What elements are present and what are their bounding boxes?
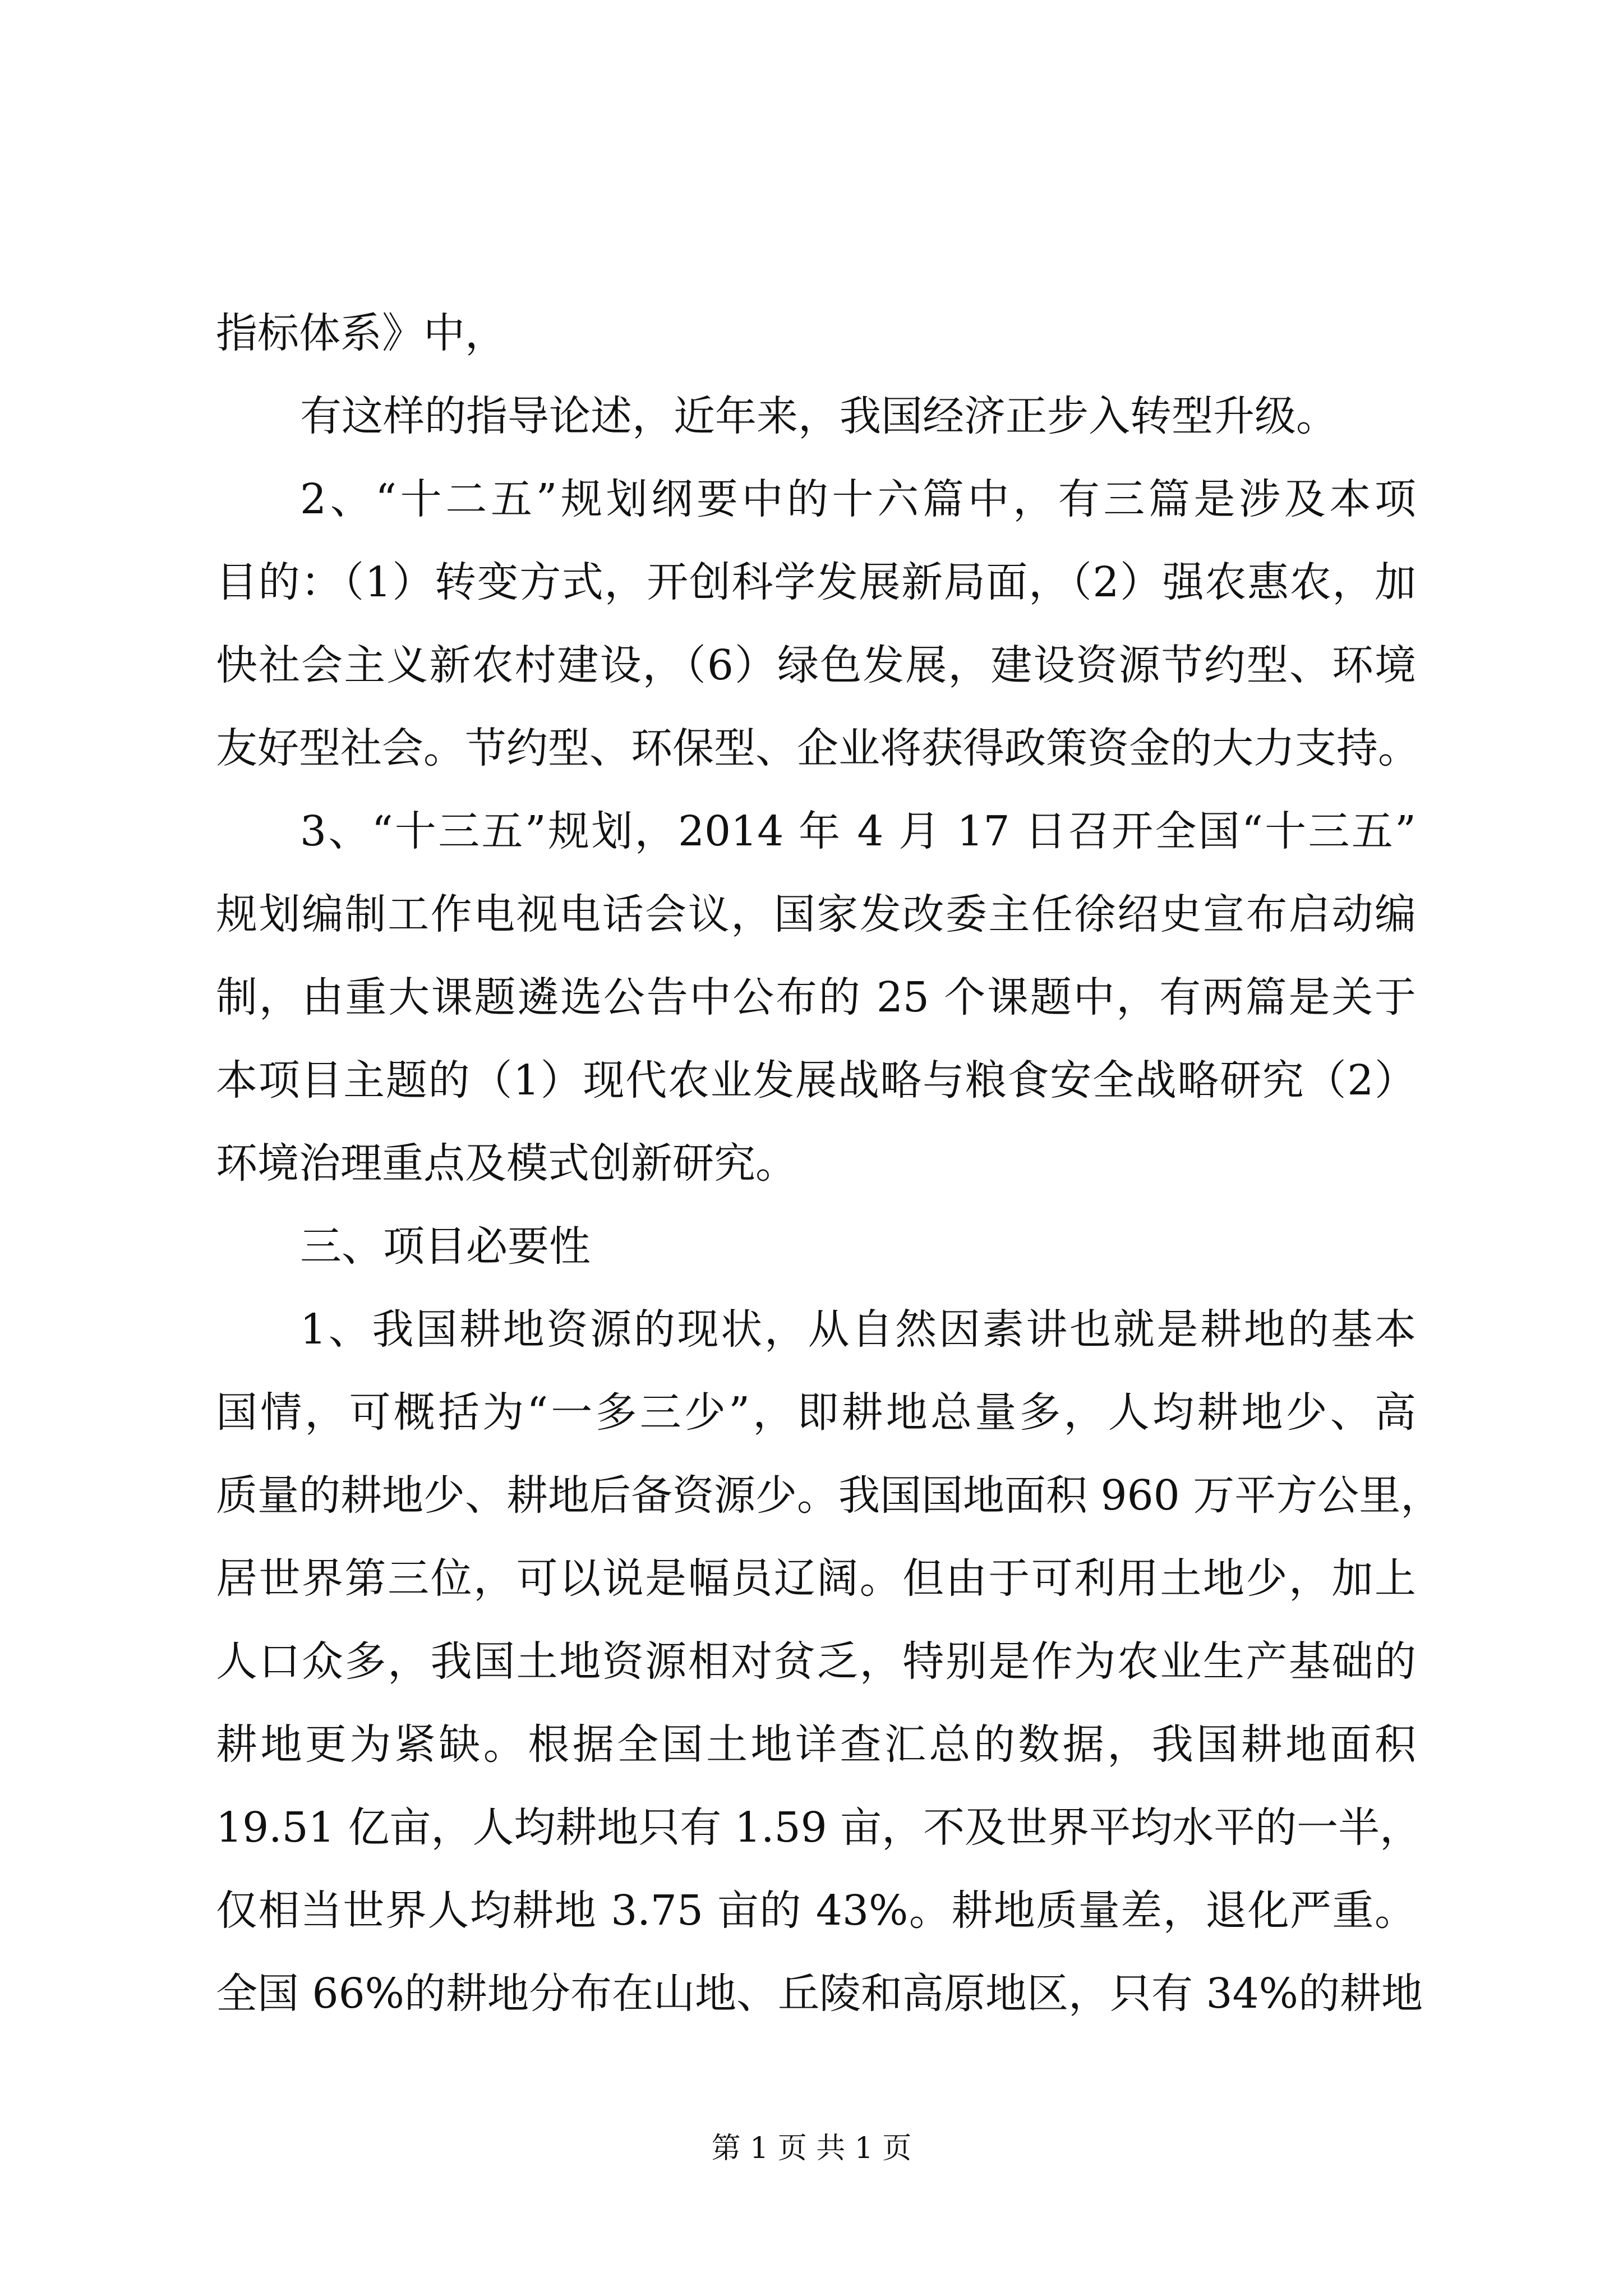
text-line: 耕地更为紧缺。根据全国土地详查汇总的数据，我国耕地面积 bbox=[216, 1720, 1416, 1769]
text-line: 三、项目必要性 bbox=[300, 1222, 591, 1271]
text-line: 2、“十二五”规划纲要中的十六篇中，有三篇是涉及本项 bbox=[300, 475, 1416, 523]
text-line: 友好型社会。节约型、环保型、企业将获得政策资金的大力支持。 bbox=[216, 724, 1419, 772]
text-line: 有这样的指导论述，近年来，我国经济正步入转型升级。 bbox=[300, 392, 1338, 440]
paragraph bbox=[216, 458, 1419, 790]
text-line: 制，由重大课题遴选公告中公布的 25 个课题中，有两篇是关于 bbox=[216, 973, 1416, 1022]
text-line: 国情，可概括为“一多三少”，即耕地总量多，人均耕地少、高 bbox=[216, 1388, 1416, 1437]
paragraph bbox=[216, 375, 1416, 458]
text-line: 本项目主题的（1）现代农业发展战略与粮食安全战略研究（2） bbox=[216, 1056, 1416, 1105]
text-line: 3、“十三五”规划，2014 年 4 月 17 日召开全国“十三五” bbox=[300, 807, 1416, 855]
text-line: 目的：（1）转变方式，开创科学发展新局面，（2）强农惠农，加 bbox=[216, 558, 1416, 606]
paragraph bbox=[216, 1205, 1416, 1288]
paragraph bbox=[216, 292, 1416, 375]
text-line: 仅相当世界人均耕地 3.75 亩的 43%。耕地质量差，退化严重。 bbox=[216, 1887, 1416, 1935]
document-body bbox=[216, 292, 1442, 2035]
text-line: 质量的耕地少、耕地后备资源少。我国国地面积 960 万平方公里， bbox=[216, 1471, 1442, 1520]
text-line: 19.51 亿亩，人均耕地只有 1.59 亩，不及世界平均水平的一半， bbox=[216, 1803, 1422, 1852]
text-line: 全国 66%的耕地分布在山地、丘陵和高原地区，只有 34%的耕地 bbox=[216, 1970, 1423, 2018]
page-footer: 第 1 页 共 1 页 bbox=[711, 2132, 912, 2165]
text-line: 人口众多，我国土地资源相对贫乏，特别是作为农业生产基础的 bbox=[216, 1637, 1416, 1686]
text-line: 指标体系》中， bbox=[216, 309, 506, 357]
text-line: 1、我国耕地资源的现状，从自然因素讲也就是耕地的基本 bbox=[300, 1305, 1416, 1354]
text-line: 规划编制工作电视电话会议，国家发改委主任徐绍史宣布启动编 bbox=[216, 890, 1416, 938]
text-line: 快社会主义新农村建设，（6）绿色发展，建设资源节约型、环境 bbox=[216, 641, 1416, 689]
paragraph bbox=[216, 790, 1416, 1205]
text-line: 环境治理重点及模式创新研究。 bbox=[216, 1139, 797, 1188]
text-line: 居世界第三位，可以说是幅员辽阔。但由于可利用土地少，加上 bbox=[216, 1554, 1416, 1603]
paragraph bbox=[216, 1288, 1442, 2035]
